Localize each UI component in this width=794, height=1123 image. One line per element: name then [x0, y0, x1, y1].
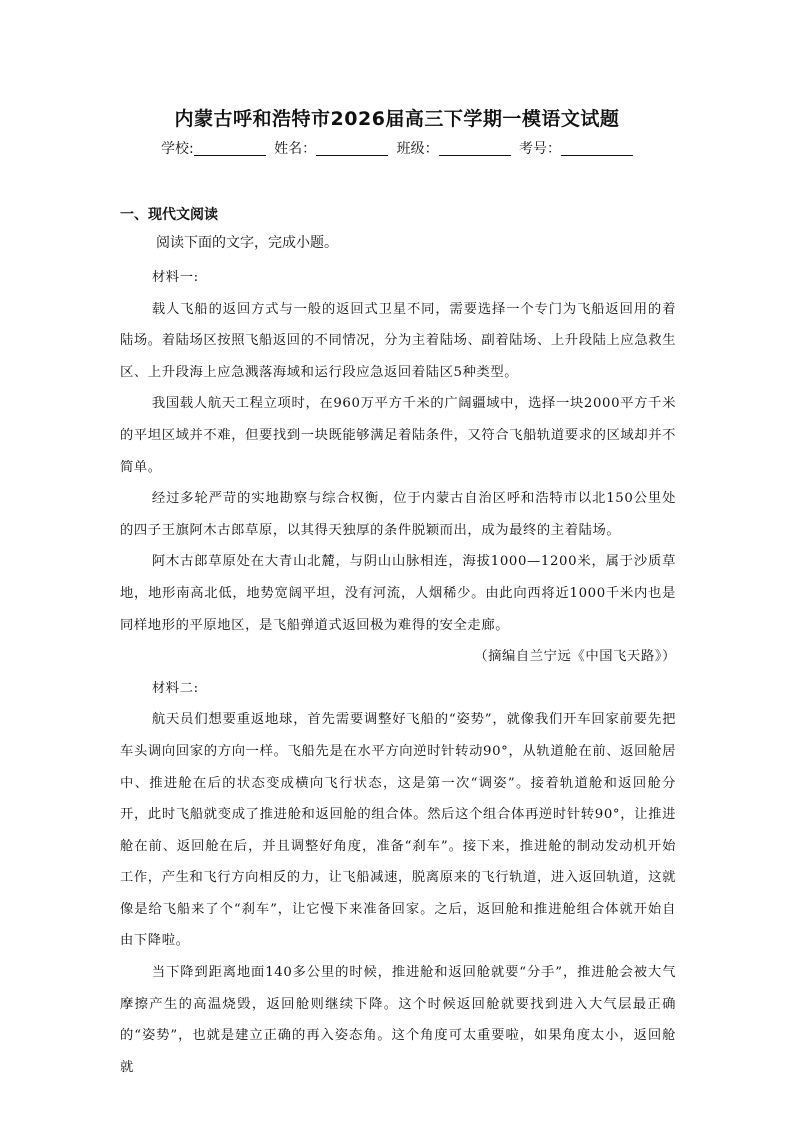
- material2-paragraph: 当下降到距离地面140多公里的时候，推进舱和返回舱就要“分手”，推进舱会被大气摩擦产生的高温烧毁，返回舱则继续下降。这个时候返回舱就要找到进入大气层最正确的“姿势”，也就是建立正确的再入姿态角。这个角度可太重要啦，如果角度太小，返回舱就: [120, 965, 676, 1075]
- page-title: 内蒙古呼和浩特市2026届高三下学期一模语文试题: [174, 108, 620, 130]
- material1-label: 材料一:: [151, 270, 199, 285]
- material1-paragraph: 我国载人航天工程立项时，在960万平方千米的广阔疆域中，选择一块2000平方千米的平坦区域并不难，但要找到一块既能够满足着陆条件，又符合飞船轨道要求的区域却并不简单。: [120, 396, 676, 475]
- exam-number-blank: [561, 141, 633, 156]
- material2-paragraph: 航天员们想要重返地球，首先需要调整好飞船的“姿势”，就像我们开车回家前要先把车头调向回家的方向一样。飞船先是在水平方向逆时针转动90°，从轨道舱在前、返回舱居中、推进舱在后的状态变成横向飞行状态，这是第一次“调姿”。接着轨道舱和返回舱分开，此时飞船就变成了推进舱和返回舱的组合体。然后这个组合体再逆时针转90°，让推进舱在前、返回舱在后，并且调整好角度，准备“刹车”。接下来，推进舱的制动发动机开始工作，产生和飞行方向相反的力，让飞船减速，脱离原来的飞行轨道，进入返回轨道，这就像是给飞船来了个“刹车”，让它慢下来准备回家。之后，返回舱和推进舱组合体就开始自由下降啦。: [120, 712, 676, 949]
- passage-body: [120, 262, 676, 1083]
- section-heading: 一、现代文阅读: [120, 207, 218, 223]
- class-blank: [439, 141, 511, 156]
- exam-number-label: 考号：: [519, 141, 562, 157]
- name-label: 姓名：: [274, 141, 317, 157]
- reading-instruction: 阅读下面的文字，完成小题。: [156, 235, 338, 251]
- school-blank: [194, 141, 266, 156]
- material1-paragraph: 载人飞船的返回方式与一般的返回式卫星不同，需要选择一个专门为飞船返回用的着陆场。着陆场区按照飞船返回的不同情况，分为主着陆场、副着陆场、上升段陆上应急救生区、上升段海上应急溅落海域和运行段应急返回着陆区5种类型。: [120, 301, 676, 380]
- material2-label: 材料二:: [151, 680, 199, 696]
- material1-source: （摘编自兰宁远《中国飞天路》）: [474, 649, 676, 665]
- name-blank: [316, 141, 388, 156]
- student-info-line: [0, 138, 794, 158]
- class-label: 班级：: [396, 141, 439, 157]
- material1-paragraph: 阿木古郎草原处在大青山北麓，与阴山山脉相连，海拔1000—1200米，属于沙质草地，地形南高北低，地势宽阔平坦，没有河流，人烟稀少。由此向西将近1000千米内也是同样地形的平原地区，是飞船弹道式返回极为难得的安全走廊。: [120, 554, 676, 633]
- material1-paragraph: 经过多轮严苛的实地勘察与综合权衡，位于内蒙古自治区呼和浩特市以北150公里处的四子王旗阿木古郎草原，以其得天独厚的条件脱颖而出，成为最终的主着陆场。: [120, 491, 676, 538]
- school-label: 学校:: [160, 141, 194, 157]
